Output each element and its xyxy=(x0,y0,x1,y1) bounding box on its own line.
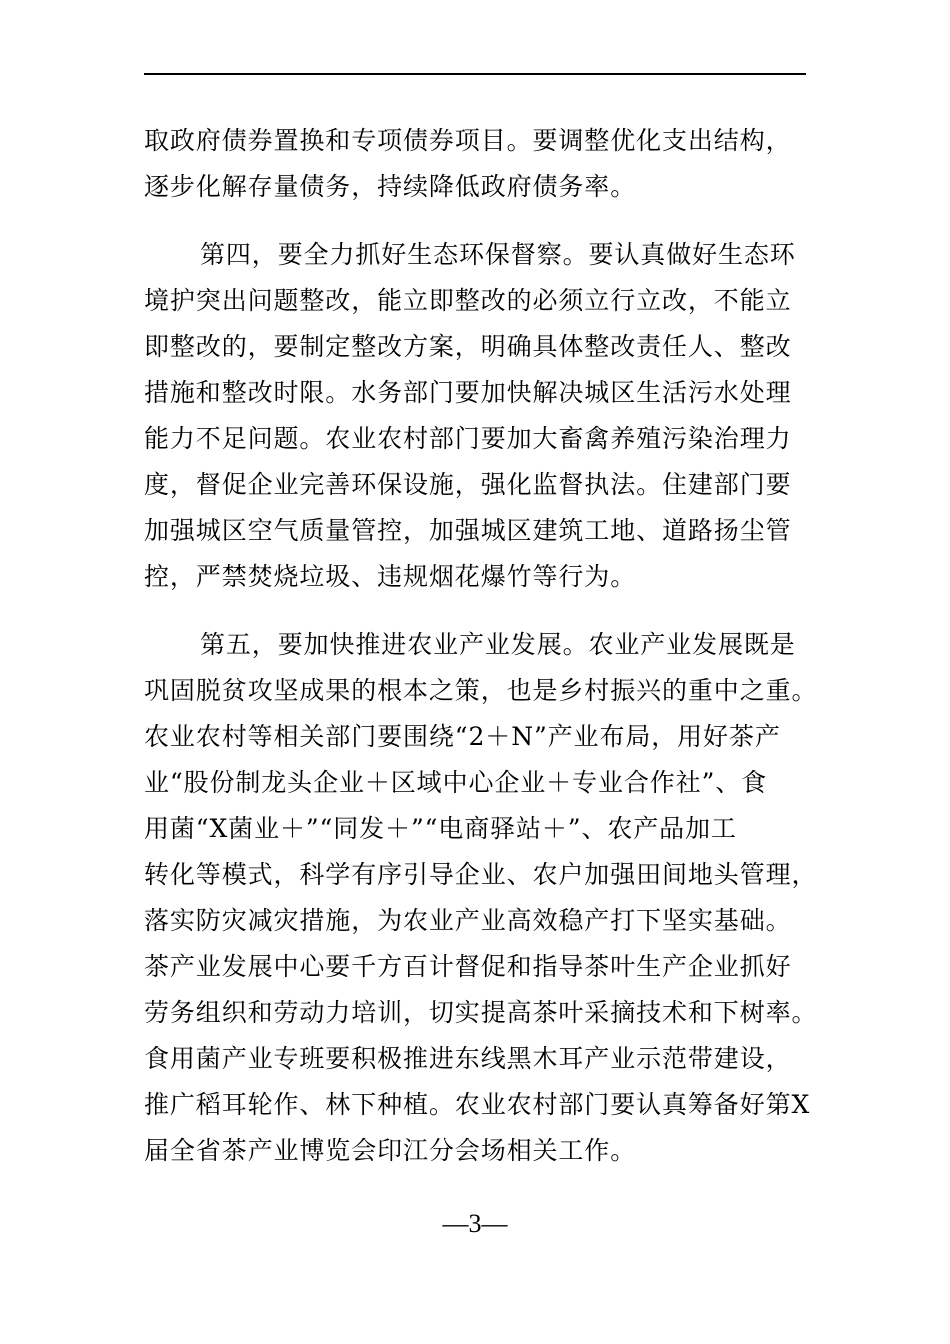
text-line: 加强城区空气质量管控，加强城区建筑工地、道路扬尘管 xyxy=(144,516,792,545)
text-line: 取政府债券置换和专项债券项目。要调整优化支出结构， xyxy=(144,126,792,155)
text-line: 逐步化解存量债务，持续降低政府债务率。 xyxy=(144,172,637,201)
text-line: 度，督促企业完善环保设施，强化监督执法。住建部门要 xyxy=(144,470,792,499)
paragraph-spacer xyxy=(144,600,809,622)
paragraph-spacer xyxy=(144,210,809,232)
text-line: 能力不足问题。农业农村部门要加大畜禽养殖污染治理力 xyxy=(144,424,792,453)
text-line: 措施和整改时限。水务部门要加快解决城区生活污水处理 xyxy=(144,378,792,407)
text-line: 转化等模式，科学有序引导企业、农户加强田间地头管理， xyxy=(144,860,818,889)
text-line: 第五，要加快推进农业产业发展。农业产业发展既是 xyxy=(200,630,796,659)
text-line: 即整改的，要制定整改方案，明确具体整改责任人、整改 xyxy=(144,332,792,361)
header-rule xyxy=(144,73,806,75)
text-line: 推广稻耳轮作、林下种植。农业农村部门要认真筹备好第X xyxy=(144,1090,811,1119)
text-line: 劳务组织和劳动力培训，切实提高茶叶采摘技术和下树率。 xyxy=(144,998,818,1027)
paragraph-agriculture xyxy=(144,622,818,1174)
paragraph-debt xyxy=(144,118,809,210)
page-number: —3— xyxy=(442,1209,508,1238)
text-line: 业“股份制龙头企业＋区域中心企业＋专业合作社”、食 xyxy=(144,768,768,797)
text-line: 食用菌产业专班要积极推进东线黑木耳产业示范带建设， xyxy=(144,1044,792,1073)
text-line: 控，严禁焚烧垃圾、违规烟花爆竹等行为。 xyxy=(144,562,637,591)
text-line: 境护突出问题整改，能立即整改的必须立行立改，不能立 xyxy=(144,286,792,315)
document-body xyxy=(144,118,818,1174)
text-line: 用菌“X菌业＋”“同发＋”“电商驿站＋”、农产品加工 xyxy=(144,814,737,843)
text-line: 巩固脱贫攻坚成果的根本之策，也是乡村振兴的重中之重。 xyxy=(144,676,818,705)
text-line: 茶产业发展中心要千方百计督促和指导茶叶生产企业抓好 xyxy=(144,952,792,981)
text-line: 农业农村等相关部门要围绕“2＋N”产业布局，用好茶产 xyxy=(144,722,781,751)
text-line: 第四，要全力抓好生态环保督察。要认真做好生态环 xyxy=(200,240,796,269)
text-line: 届全省茶产业博览会印江分会场相关工作。 xyxy=(144,1136,637,1165)
paragraph-environment xyxy=(144,232,809,600)
text-line: 落实防灾减灾措施，为农业产业高效稳产打下坚实基础。 xyxy=(144,906,792,935)
